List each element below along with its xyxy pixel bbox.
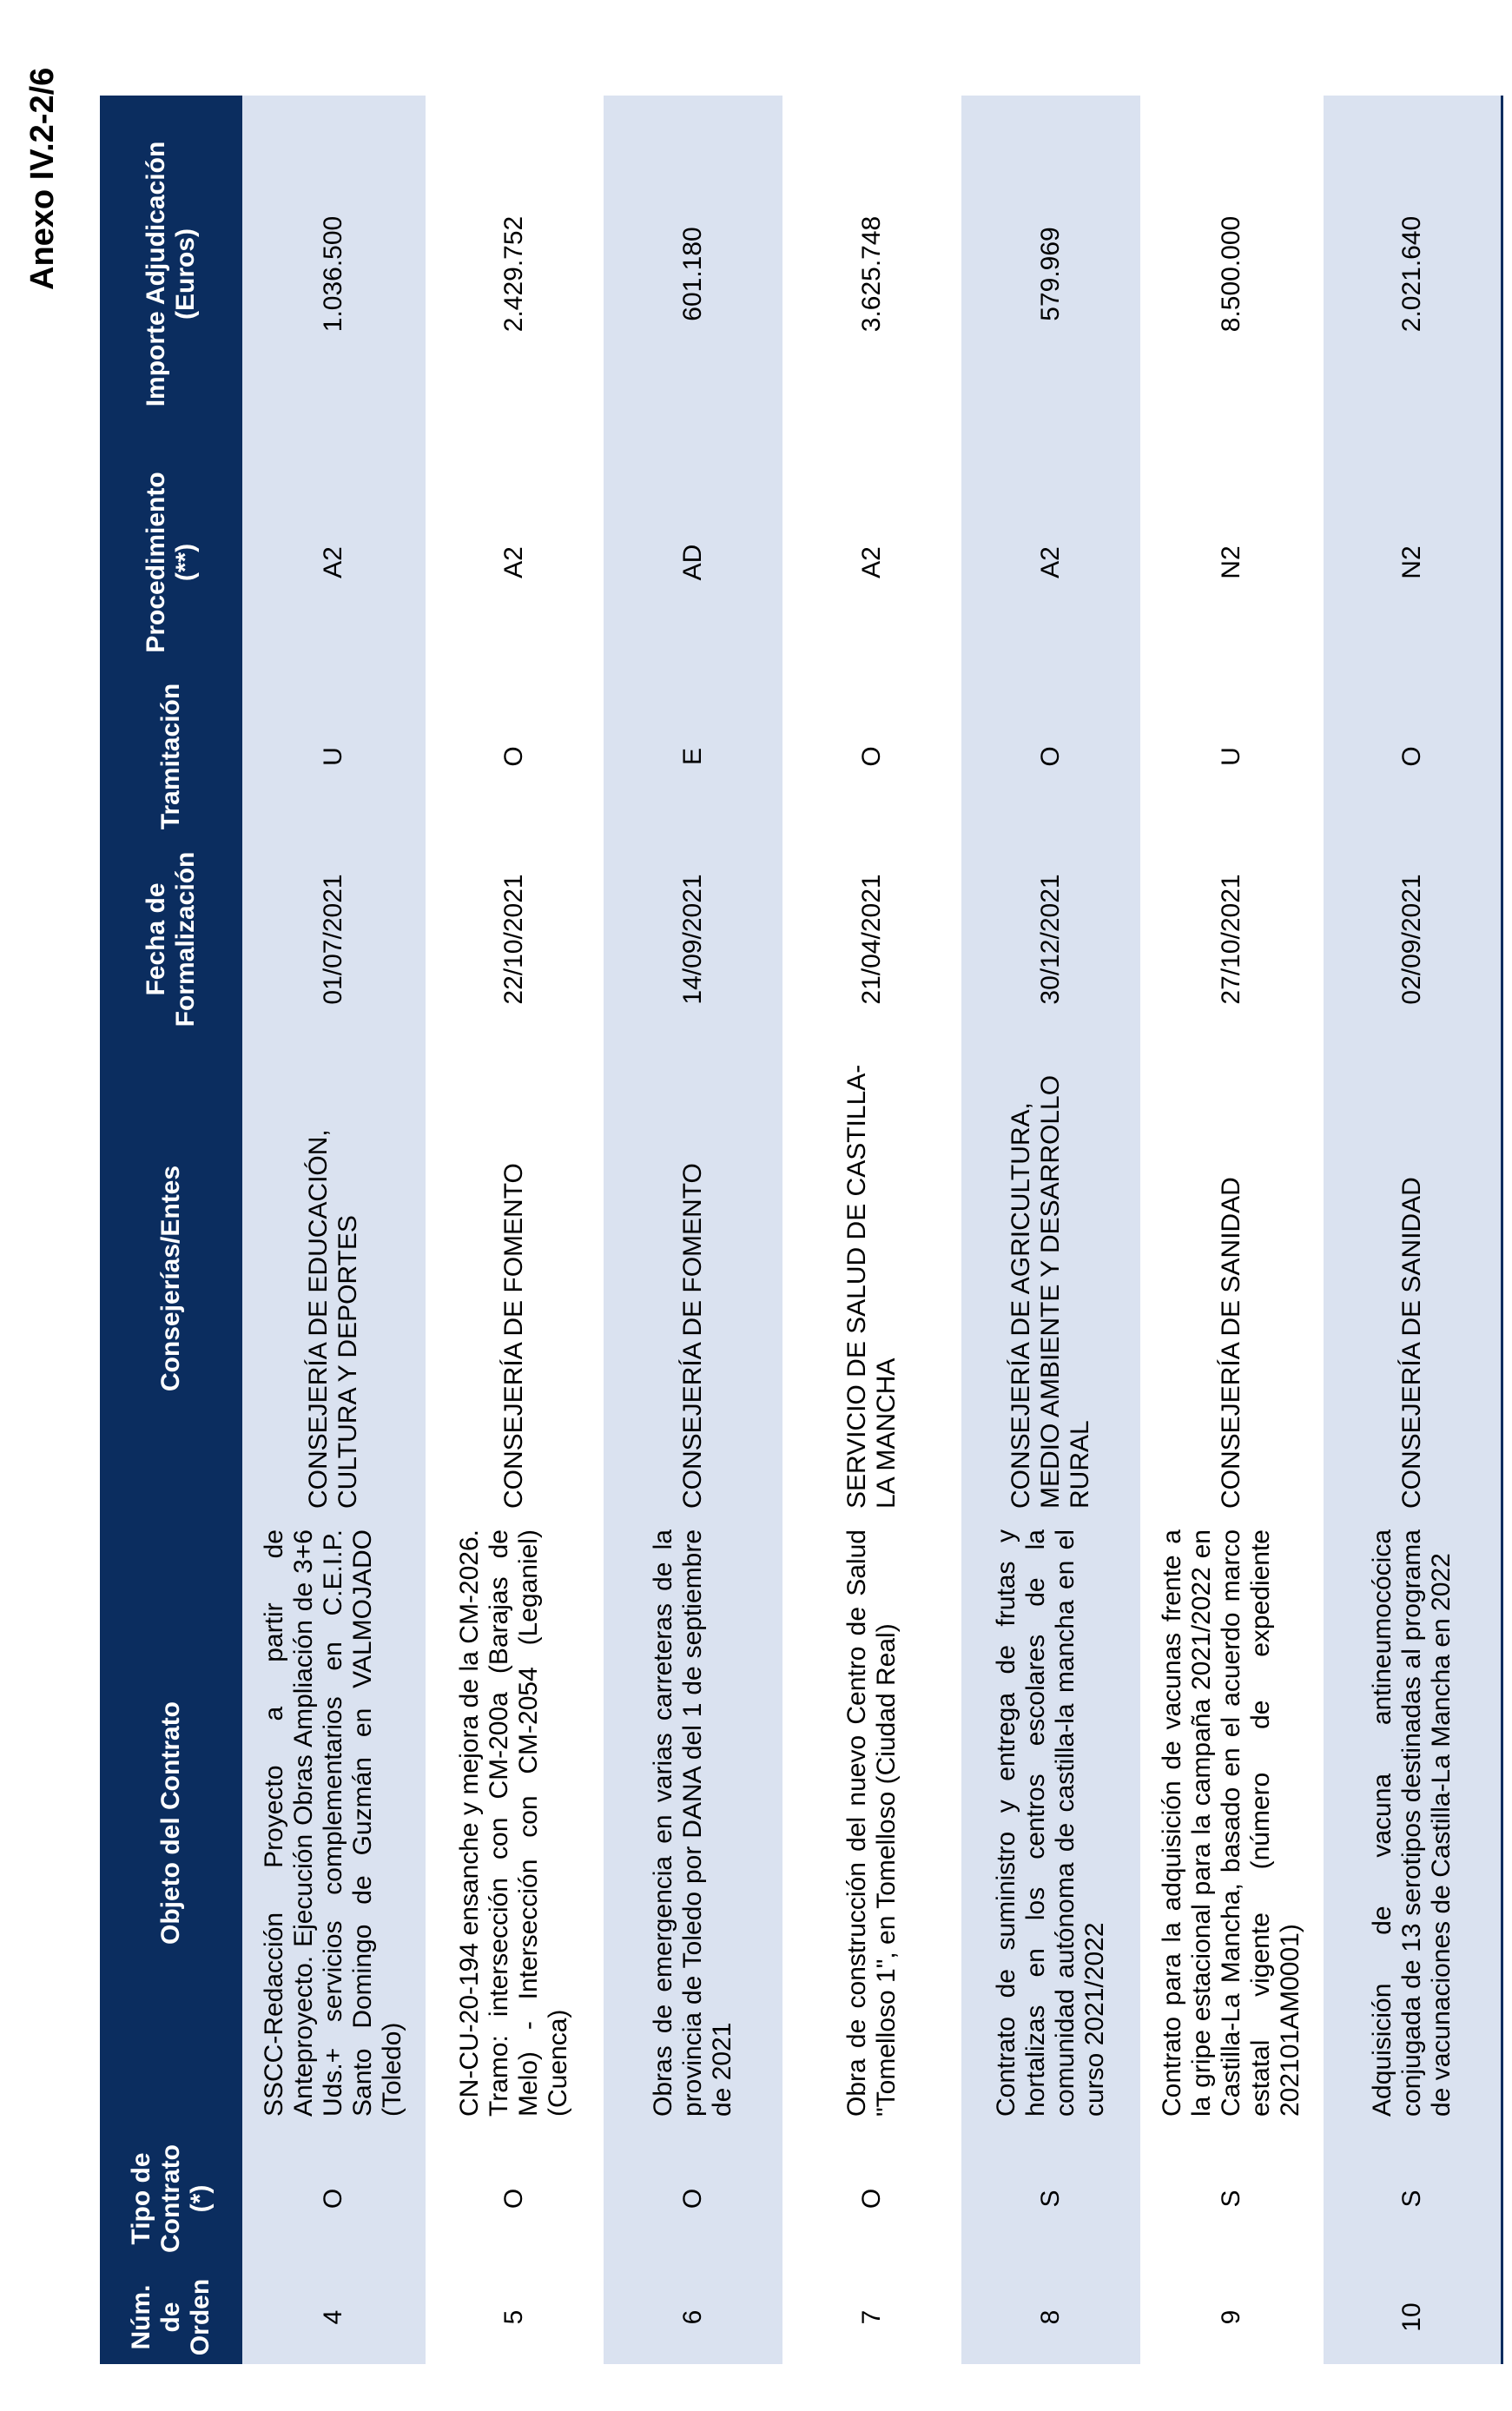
cell-tipo: S bbox=[1140, 2127, 1324, 2270]
table-row bbox=[961, 96, 1140, 2364]
cell-objeto: Obras de emergencia en varias carreteras de la provincia de Toledo por DANA del 1 de septiembre de 2021 bbox=[604, 1519, 782, 2127]
cell-consejeria: CONSEJERÍA DE EDUCACIÓN, CULTURA Y DEPORTES bbox=[242, 1038, 426, 1519]
cell-tramitacion: O bbox=[1324, 672, 1502, 841]
cell-num: 9 bbox=[1140, 2270, 1324, 2364]
cell-tipo: O bbox=[426, 2127, 604, 2270]
cell-fecha: 01/07/2021 bbox=[242, 841, 426, 1038]
cell-procedimiento: A2 bbox=[961, 452, 1140, 672]
cell-objeto: CN-CU-20-194 ensanche y mejora de la CM-2026. Tramo: intersección con CM-200a (Barajas de Melo) - Intersección con CM-2054 (Leganiel) (Cuenca) bbox=[426, 1519, 604, 2127]
header-tramitacion: Tramitación bbox=[100, 672, 242, 841]
annex-title: Anexo IV.2-2/6 bbox=[24, 67, 61, 290]
cell-fecha: 02/09/2021 bbox=[1324, 841, 1502, 1038]
cell-num: 7 bbox=[782, 2270, 961, 2364]
cell-tipo: O bbox=[242, 2127, 426, 2270]
cell-importe: 579.969 bbox=[961, 96, 1140, 452]
header-consejeria: Consejerías/Entes bbox=[100, 1038, 242, 1519]
cell-tipo: S bbox=[961, 2127, 1140, 2270]
cell-procedimiento: N2 bbox=[1324, 452, 1502, 672]
cell-objeto: Contrato de suministro y entrega de frutas y hortalizas en los centros escolares de la comunidad autónoma de castilla-la mancha en el curso 2021/2022 bbox=[961, 1519, 1140, 2127]
header-fecha: Fecha de Formalización bbox=[100, 841, 242, 1038]
cell-procedimiento: A2 bbox=[426, 452, 604, 672]
cell-consejeria: CONSEJERÍA DE FOMENTO bbox=[426, 1038, 604, 1519]
cell-consejeria: CONSEJERÍA DE SANIDAD bbox=[1324, 1038, 1502, 1519]
cell-consejeria: CONSEJERÍA DE AGRICULTURA, MEDIO AMBIENTE Y DESARROLLO RURAL bbox=[961, 1038, 1140, 1519]
cell-consejeria: CONSEJERÍA DE FOMENTO bbox=[604, 1038, 782, 1519]
table-row bbox=[242, 96, 426, 2364]
cell-importe: 1.036.500 bbox=[242, 96, 426, 452]
cell-num: 8 bbox=[961, 2270, 1140, 2364]
cell-num: 6 bbox=[604, 2270, 782, 2364]
header-objeto: Objeto del Contrato bbox=[100, 1519, 242, 2127]
header-num: Núm. de Orden bbox=[100, 2270, 242, 2364]
header-procedimiento: Procedimiento (**) bbox=[100, 452, 242, 672]
cell-importe: 2.021.640 bbox=[1324, 96, 1502, 452]
cell-tipo: S bbox=[1324, 2127, 1502, 2270]
cell-procedimiento: A2 bbox=[782, 452, 961, 672]
header-row bbox=[100, 96, 242, 2364]
table-row bbox=[1324, 96, 1502, 2364]
cell-fecha: 22/10/2021 bbox=[426, 841, 604, 1038]
cell-importe: 8.500.000 bbox=[1140, 96, 1324, 452]
contracts-table bbox=[100, 96, 1503, 2364]
cell-fecha: 21/04/2021 bbox=[782, 841, 961, 1038]
table-row bbox=[782, 96, 961, 2364]
cell-tramitacion: O bbox=[426, 672, 604, 841]
cell-num: 4 bbox=[242, 2270, 426, 2364]
cell-importe: 2.429.752 bbox=[426, 96, 604, 452]
cell-consejeria: CONSEJERÍA DE SANIDAD bbox=[1140, 1038, 1324, 1519]
cell-procedimiento: N2 bbox=[1140, 452, 1324, 672]
cell-tipo: O bbox=[604, 2127, 782, 2270]
cell-fecha: 30/12/2021 bbox=[961, 841, 1140, 1038]
cell-tramitacion: E bbox=[604, 672, 782, 841]
cell-fecha: 27/10/2021 bbox=[1140, 841, 1324, 1038]
cell-importe: 601.180 bbox=[604, 96, 782, 452]
cell-num: 10 bbox=[1324, 2270, 1502, 2364]
cell-tipo: O bbox=[782, 2127, 961, 2270]
cell-fecha: 14/09/2021 bbox=[604, 841, 782, 1038]
cell-procedimiento: A2 bbox=[242, 452, 426, 672]
cell-consejeria: SERVICIO DE SALUD DE CASTILLA-LA MANCHA bbox=[782, 1038, 961, 1519]
table-row bbox=[1140, 96, 1324, 2364]
cell-tramitacion: U bbox=[1140, 672, 1324, 841]
header-tipo: Tipo de Contrato (*) bbox=[100, 2127, 242, 2270]
header-importe: Importe Adjudicación (Euros) bbox=[100, 96, 242, 452]
cell-tramitacion: O bbox=[782, 672, 961, 841]
table-row bbox=[426, 96, 604, 2364]
cell-num: 5 bbox=[426, 2270, 604, 2364]
cell-tramitacion: O bbox=[961, 672, 1140, 841]
cell-objeto: Adquisición de vacuna antineumocócica conjugada de 13 serotipos destinadas al programa de vacunaciones de Castilla-La Mancha en 2022 bbox=[1324, 1519, 1502, 2127]
cell-tramitacion: U bbox=[242, 672, 426, 841]
table-row bbox=[604, 96, 782, 2364]
cell-procedimiento: AD bbox=[604, 452, 782, 672]
cell-importe: 3.625.748 bbox=[782, 96, 961, 452]
cell-objeto: Contrato para la adquisición de vacunas frente a la gripe estacional para la campaña 2021/2022 en Castilla-La Mancha, basado en el acuerdo marco estatal vigente (número de expediente 202101AM0001) bbox=[1140, 1519, 1324, 2127]
cell-objeto: Obra de construcción del nuevo Centro de Salud "Tomelloso 1", en Tomelloso (Ciudad Real) bbox=[782, 1519, 961, 2127]
cell-objeto: SSCC-Redacción Proyecto a partir de Anteproyecto. Ejecución Obras Ampliación de 3+6 Uds.+ servicios complementarios en C.E.I.P. Santo Domingo de Guzmán en VALMOJADO (Toledo) bbox=[242, 1519, 426, 2127]
